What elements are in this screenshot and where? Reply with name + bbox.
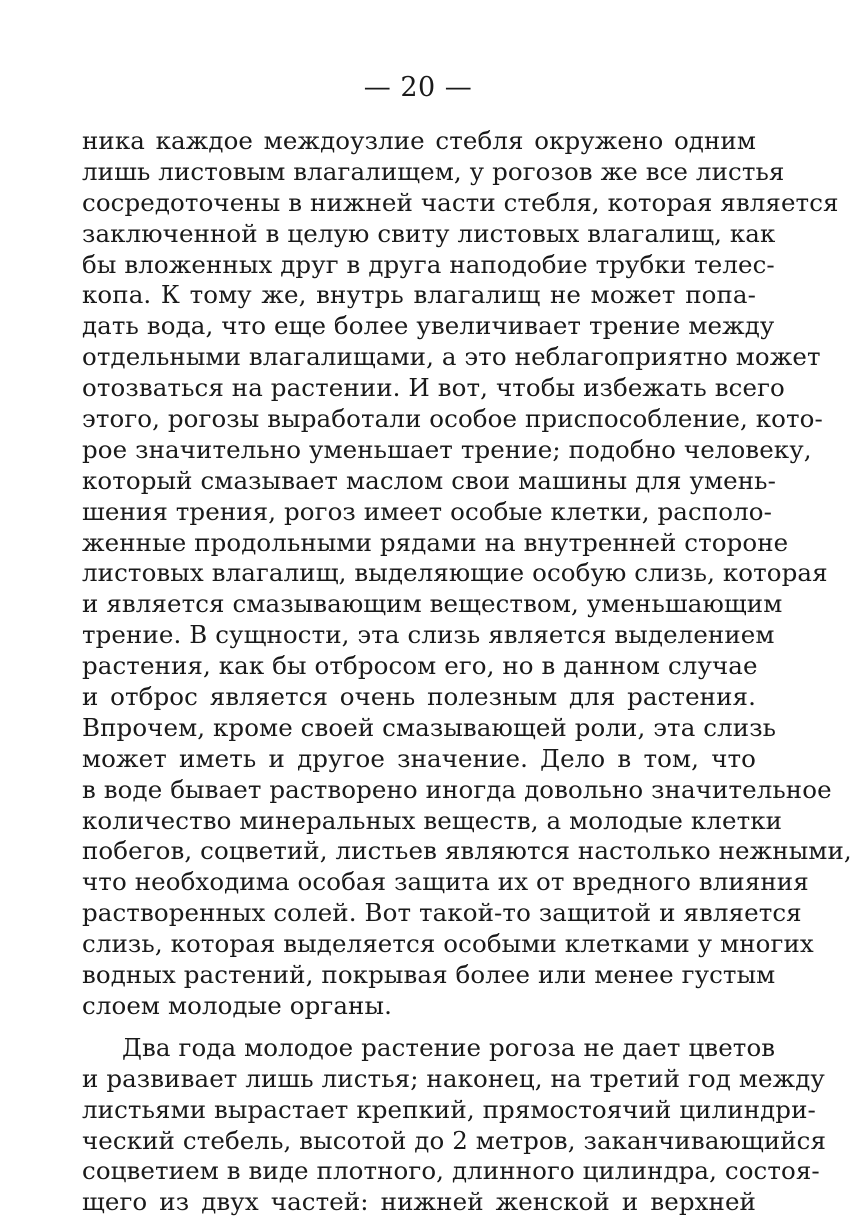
text-line: Впрочем, кроме своей смазывающей роли, эта слизь bbox=[82, 712, 777, 742]
text-line: и развивает лишь листья; наконец, на третий год между bbox=[82, 1063, 825, 1093]
text-line: количество минеральных веществ, а молодые клетки bbox=[82, 805, 783, 835]
paragraph-2 bbox=[82, 1032, 827, 1218]
text-line: лишь листовым влагалищем, у рогозов же все листья bbox=[82, 156, 785, 186]
text-line: женные продольными рядами на внутренней стороне bbox=[82, 527, 789, 557]
page-number: — 20 — bbox=[363, 72, 473, 103]
text-line: побегов, соцветий, листьев являются настолько нежными, bbox=[82, 836, 852, 866]
paragraph-1 bbox=[82, 126, 852, 1022]
text-line: сосредоточены в нижней части стебля, которая является bbox=[82, 187, 839, 217]
text-line: ческий стебель, высотой до 2 метров, заканчивающийся bbox=[82, 1125, 827, 1155]
text-line: отдельными влагалищами, а это неблагоприятно может bbox=[82, 342, 821, 372]
text-line: Два года молодое растение рогоза не дает цветов bbox=[122, 1032, 776, 1062]
text-line: растения, как бы отбросом его, но в данном случае bbox=[82, 651, 758, 681]
text-line: соцветием в виде плотного, длинного цилиндра, состоя- bbox=[82, 1156, 820, 1186]
text-line: и является смазывающим веществом, уменьшающим bbox=[82, 589, 783, 619]
text-line: может иметь и другое значение. Дело в том, что bbox=[82, 743, 756, 773]
paragraph-spacing bbox=[82, 1022, 756, 1033]
text-line: что необходима особая защита их от вредного влияния bbox=[82, 867, 809, 897]
text-line: бы вложенных друг в друга наподобие трубки телес- bbox=[82, 249, 775, 279]
text-line: щего из двух частей: нижней женской и верхней bbox=[82, 1187, 756, 1217]
text-line: листьями вырастает крепкий, прямостоячий цилиндри- bbox=[82, 1094, 816, 1124]
text-line: листовых влагалищ, выделяющие особую слизь, которая bbox=[82, 558, 828, 588]
text-line: слоем молодые органы. bbox=[82, 990, 392, 1020]
text-line: отозваться на растении. И вот, чтобы избежать всего bbox=[82, 373, 785, 403]
text-line: дать вода, что еще более увеличивает трение между bbox=[82, 311, 775, 341]
text-line: слизь, которая выделяется особыми клетками у многих bbox=[82, 929, 814, 959]
text-line: шения трения, рогоз имеет особые клетки, располо- bbox=[82, 496, 772, 526]
text-line: этого, рогозы выработали особое приспособление, кото- bbox=[82, 404, 823, 434]
text-line: рое значительно уменьшает трение; подобно человеку, bbox=[82, 434, 812, 464]
text-line: копа. К тому же, внутрь влагалищ не может попа- bbox=[82, 280, 756, 310]
body-text bbox=[82, 126, 852, 1218]
text-line: и отброс является очень полезным для растения. bbox=[82, 682, 756, 712]
text-line: водных растений, покрывая более или менее густым bbox=[82, 960, 776, 990]
text-line: трение. В сущности, эта слизь является выделением bbox=[82, 620, 775, 650]
text-line: в воде бывает растворено иногда довольно значительное bbox=[82, 774, 832, 804]
text-line: ника каждое междоузлие стебля окружено одним bbox=[82, 126, 756, 155]
text-line: заключенной в целую свиту листовых влагалищ, как bbox=[82, 218, 776, 248]
text-line: растворенных солей. Вот такой-то защитой и является bbox=[82, 898, 802, 928]
text-line: который смазывает маслом свои машины для умень- bbox=[82, 465, 776, 495]
